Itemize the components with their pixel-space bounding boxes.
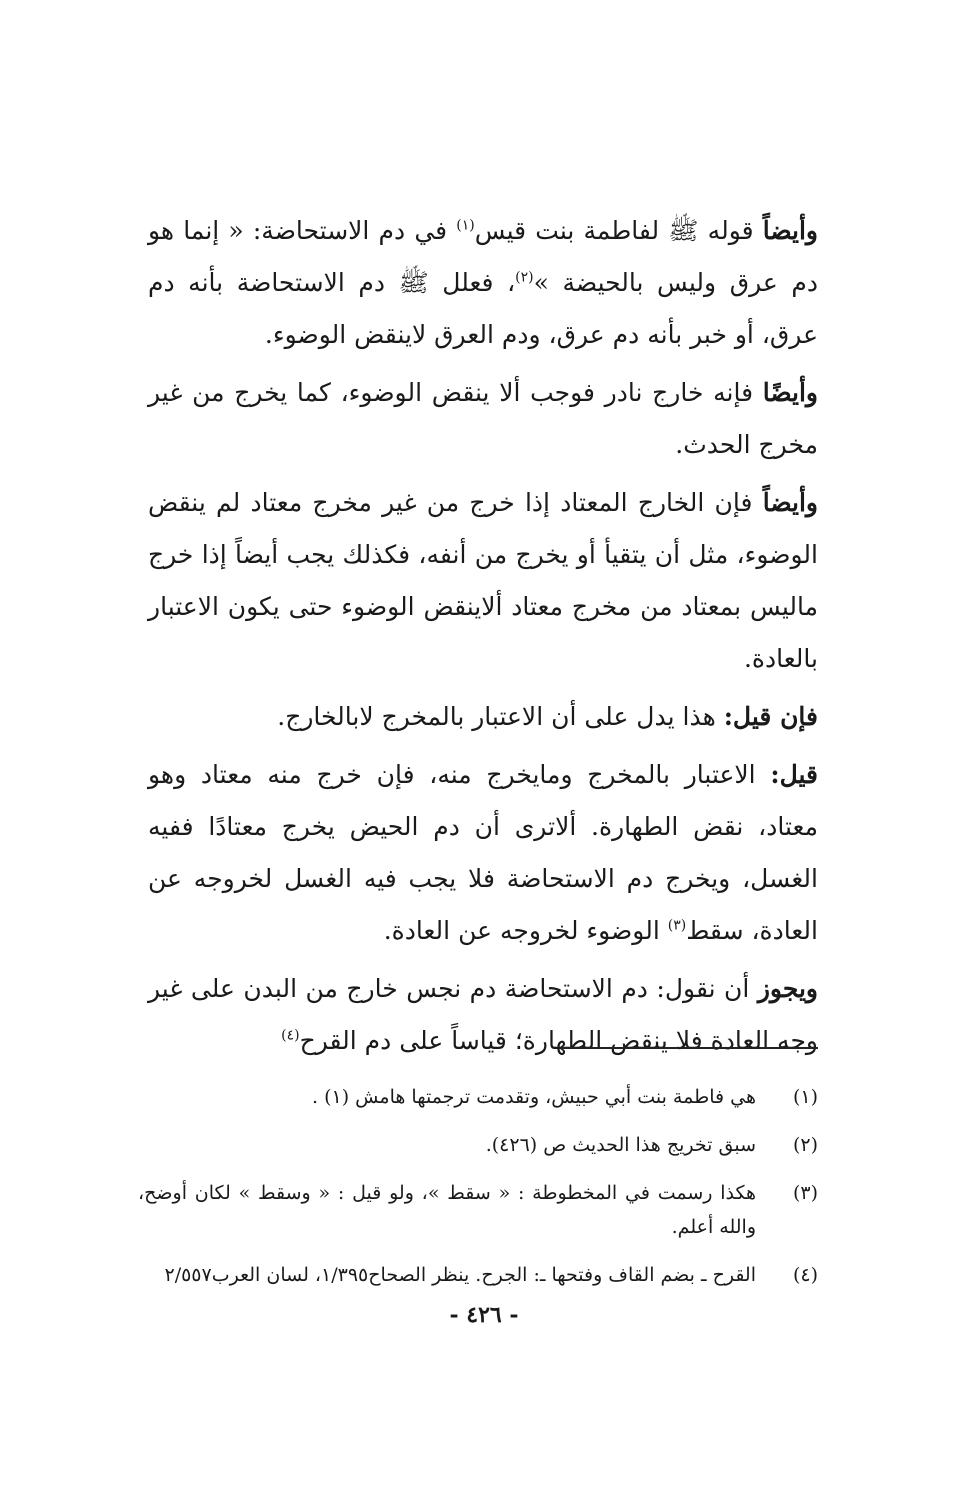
paragraph-2 [148, 367, 818, 471]
footnote-text: هي فاطمة بنت أبي حبيش، وتقدمت ترجمتها هامش (١) . [312, 1086, 756, 1108]
footnote-number: (٤) [792, 1264, 818, 1286]
footnote-number: (١) [792, 1086, 818, 1108]
footnote-3 [138, 1176, 818, 1244]
paragraph-lead: فإن قيل: [723, 702, 818, 731]
paragraph-1 [148, 205, 818, 361]
paragraph-text: الوضوء لخروجه عن العادة. [383, 916, 668, 945]
footnote-4 [138, 1258, 818, 1292]
paragraph-text: فإنه خارج نادر فوجب ألا ينقض الوضوء، كما يخرج من غير مخرج الحدث. [148, 378, 818, 459]
paragraph-lead: وأيضاً [762, 216, 819, 245]
paragraph-text: هذا يدل على أن الاعتبار بالمخرج لابالخارج. [277, 702, 724, 731]
paragraph-3 [148, 477, 818, 685]
paragraph-lead: ويجوز [757, 974, 818, 1003]
paragraph-4 [148, 691, 818, 743]
paragraph-text: الاعتبار بالمخرج ومايخرج منه، فإن خرج منه معتاد وهو معتاد، نقض الطهارة. ألاترى أن دم الحيض يخرج معتادًا ففيه الغسل، ويخرج دم الاستحاضة فلا يجب فيه الغسل لخروجه عن العادة، سقط [148, 760, 818, 945]
footnote-text: القرح ـ بضم القاف وفتحها ـ: الجرح. ينظر الصحاح١/٣٩٥، لسان العرب٢/٥٥٧ [164, 1264, 756, 1286]
page-number: - ٤٢٦ - [449, 1302, 519, 1328]
paragraph-text: قوله ﷺ لفاطمة بنت قيس [474, 216, 763, 245]
footnote-number: (٢) [792, 1134, 818, 1156]
paragraph-text: في دم الاستحاضة: « إنما هو دم عرق وليس بالحيضة » [148, 216, 818, 297]
footnotes [138, 1080, 818, 1306]
footnote-number: (٣) [792, 1182, 818, 1204]
paragraph-text: فإن الخارج المعتاد إذا خرج من غير مخرج معتاد لم ينقض الوضوء، مثل أن يتقيأ أو يخرج من أنفه، فكذلك يجب أيضاً إذا خرج ماليس بمعتاد من مخرج معتاد ألاينقض الوضوء حتى يكون الاعتبار بالعادة. [148, 488, 818, 673]
footnote-separator [560, 1047, 818, 1049]
paragraph-5 [148, 749, 818, 957]
paragraph-text: ، فعلل ﷺ دم الاستحاضة بأنه دم عرق، أو خبر بأنه دم عرق، ودم العرق لاينقض الوضوء. [148, 268, 818, 349]
paragraph-lead: قيل: [770, 760, 818, 789]
paragraph-text: أن نقول: دم الاستحاضة دم نجس خارج من البدن على غير وجه العادة فلا ينقض الطهارة؛ قياساً على دم القرح [148, 974, 818, 1055]
paragraph-6 [148, 963, 818, 1067]
footnote-ref-1[interactable]: (١) [456, 217, 475, 234]
footnote-2 [138, 1128, 818, 1162]
main-text [148, 205, 818, 1073]
footnote-ref-4[interactable]: (٤) [281, 1027, 300, 1044]
footnote-text: هكذا رسمت في المخطوطة : « سقط »، ولو قيل : « وسقط » لكان أوضح، والله أعلم. [138, 1182, 756, 1238]
footnote-ref-3[interactable]: (٣) [667, 917, 687, 934]
footnote-text: سبق تخريج هذا الحديث ص (٤٢٦). [485, 1134, 756, 1156]
paragraph-lead: وأيضًا [762, 378, 818, 407]
paragraph-lead: وأيضاً [762, 488, 818, 517]
footnote-ref-2[interactable]: (٢) [515, 269, 534, 286]
footnote-1 [138, 1080, 818, 1114]
